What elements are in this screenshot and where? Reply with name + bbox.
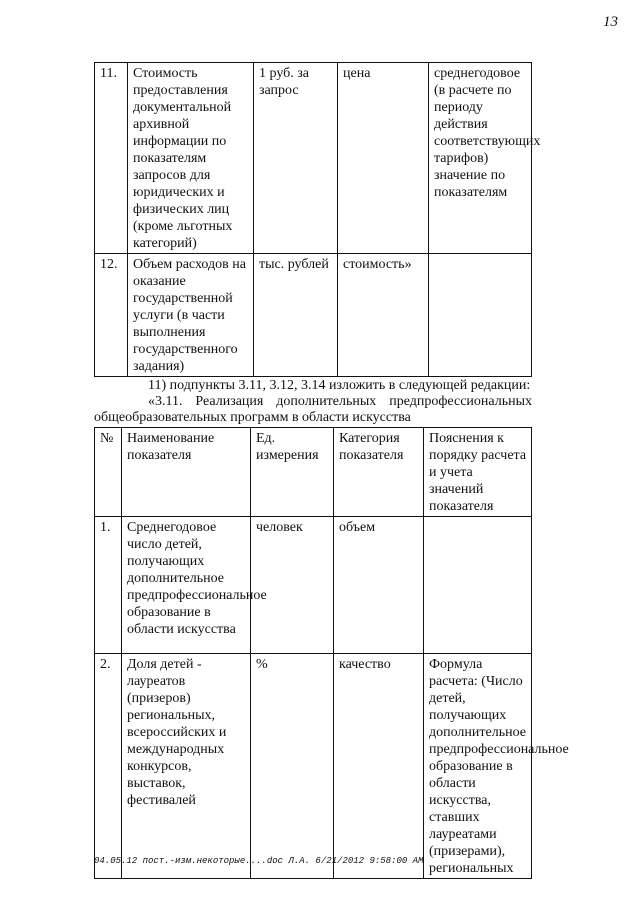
unit-of-measure: % — [251, 654, 334, 879]
header-category: Категория показателя — [334, 428, 424, 517]
row-number: 11. — [95, 63, 128, 254]
amendment-paragraph: 11) подпункты 3.11, 3.12, 3.14 изложить в следующей редакции: — [148, 378, 531, 393]
unit-of-measure: 1 руб. за запрос — [254, 63, 338, 254]
row-number: 12. — [95, 254, 128, 377]
heading-word: дополнительных — [276, 394, 377, 409]
table-indicators-art-education — [94, 427, 569, 879]
table-indicators-continued — [94, 62, 541, 377]
table-row — [95, 517, 532, 654]
indicator-name: Объем расходов на оказание государственной услуги (в части выполнения государственного задания) — [128, 254, 254, 377]
indicator-name: Стоимость предоставления документальной архивной информации по показателям запросов для юридических и физических лиц (кроме льготных категорий) — [128, 63, 254, 254]
unit-of-measure: тыс. рублей — [254, 254, 338, 377]
calculation-notes — [424, 517, 532, 654]
calculation-notes: среднегодовое (в расчете по периоду действия соответствующих тарифов) значение по показателям — [429, 63, 532, 254]
section-heading-continued: общеобразовательных программ в области искусства — [94, 410, 411, 425]
row-number: 2. — [95, 654, 122, 879]
page-number: 13 — [603, 14, 618, 30]
header-number: № — [95, 428, 122, 517]
calculation-notes — [429, 254, 532, 377]
header-name: Наименование показателя — [122, 428, 251, 517]
row-number: 1. — [95, 517, 122, 654]
indicator-category: цена — [338, 63, 429, 254]
unit-of-measure: человек — [251, 517, 334, 654]
table-header-row — [95, 428, 532, 517]
indicator-category: стоимость» — [338, 254, 429, 377]
heading-word: Реализация — [195, 394, 264, 409]
table-row — [95, 63, 532, 254]
document-footer: 04.05.12 пост.-изм.некоторые....doc Л.А. 6/21/2012 9:58:00 AM — [94, 856, 424, 866]
table-row — [95, 654, 532, 879]
heading-word: «3.11. — [148, 394, 183, 409]
heading-word: предпрофессиональных — [389, 394, 532, 409]
indicator-name: Среднегодовое число детей, получающих дополнительное предпрофессиональное образование в области искусства — [122, 517, 251, 654]
section-heading — [148, 394, 532, 410]
table-row — [95, 254, 532, 377]
indicator-category: качество — [334, 654, 424, 879]
header-notes: Пояснения к порядку расчета и учета значений показателя — [424, 428, 532, 517]
indicator-name: Доля детей - лауреатов (призеров) региональных, всероссийских и международных конкурсов, выставок, фестивалей — [122, 654, 251, 879]
indicator-category: объем — [334, 517, 424, 654]
header-unit: Ед. измерения — [251, 428, 334, 517]
calculation-notes: Формула расчета: (Число детей, получающих дополнительное предпрофессиональное образование в области искусства, ставших лауреатами (призерами), региональных — [424, 654, 532, 879]
